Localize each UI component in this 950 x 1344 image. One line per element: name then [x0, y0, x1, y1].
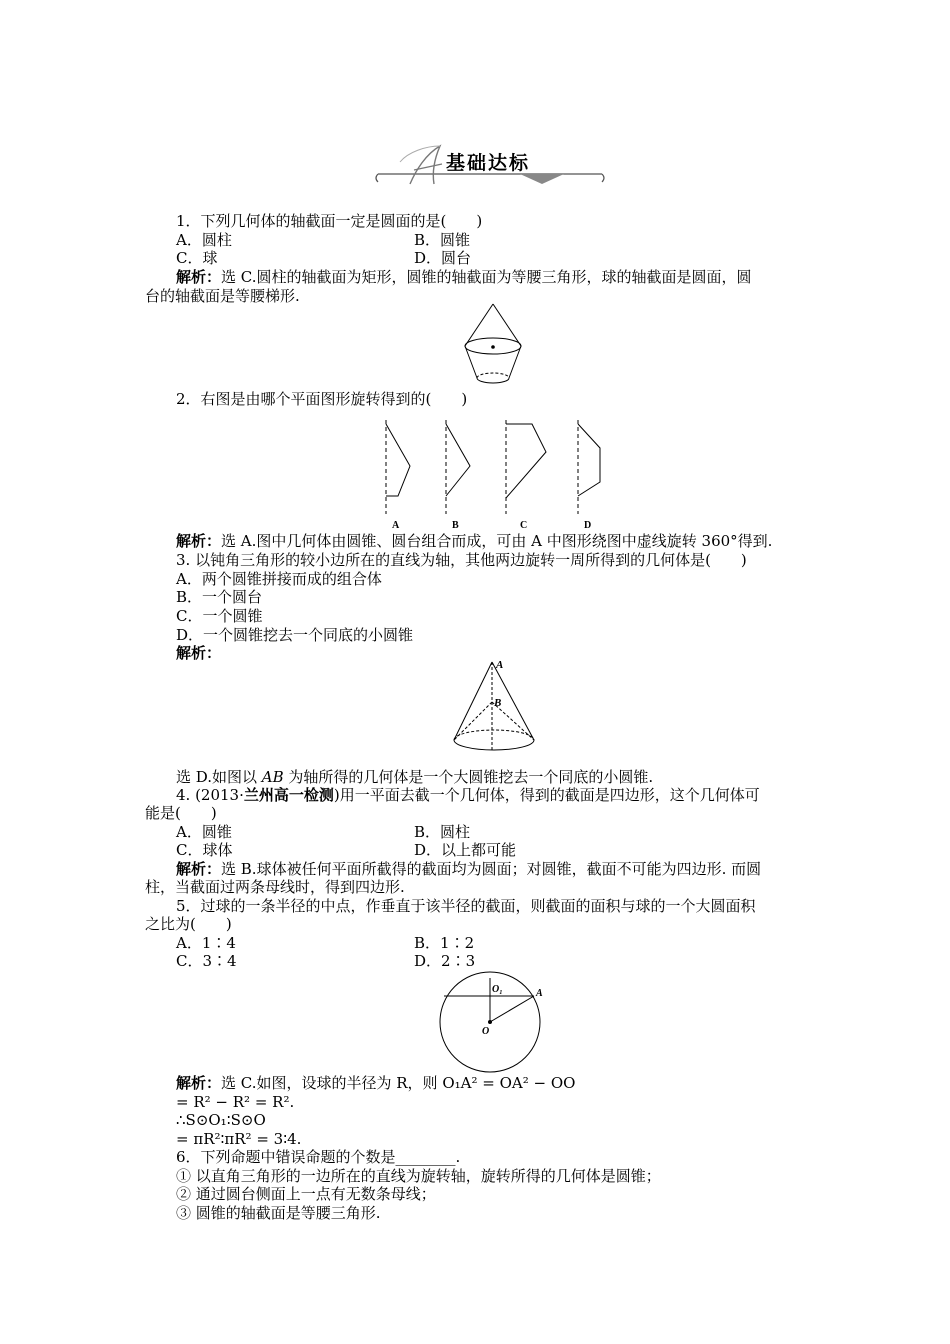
- q3-option-c: C．一个圆锥: [176, 607, 263, 625]
- q4-stem-source: 兰州高一检测: [243, 786, 334, 804]
- q6-item-2: ② 通过圆台侧面上一点有无数条母线；: [176, 1185, 436, 1203]
- q4-answer-text-cont: 柱，当截面过两条母线时，得到四边形.: [145, 878, 405, 896]
- q4-option-d: D．以上都可能: [414, 841, 517, 859]
- q3-stem: 3. 以钝角三角形的较小边所在的直线为轴，其他两边旋转一周所得到的几何体是( ): [176, 551, 747, 569]
- q5-fig-label-o: O: [482, 1026, 490, 1037]
- q5-fig-label-o1: O₁: [492, 984, 503, 995]
- q5-fig-label-a: A: [536, 988, 543, 999]
- q4-answer-label: 解析：: [176, 860, 222, 878]
- q1-answer-text: 选 C.圆柱的轴截面为矩形，圆锥的轴截面为等腰三角形，球的轴截面是圆面，圆: [221, 268, 752, 286]
- q3-fig-label-a: A: [496, 659, 504, 671]
- q4-option-b: B．圆柱: [414, 823, 471, 841]
- q2-answer-label: 解析：: [176, 532, 222, 550]
- q5-answer-text: 选 C.如图，设球的半径为 R，则 O₁A² = OA² − OO: [221, 1074, 576, 1092]
- q3-option-a: A．两个圆锥拼接而成的组合体: [176, 570, 382, 588]
- q5-option-b: B．1∶2: [414, 934, 475, 952]
- q2-stem: 2．右图是由哪个平面图形旋转得到的( ): [176, 390, 468, 408]
- q5-stem: 5．过球的一条半径的中点，作垂直于该半径的截面，则截面的面积与球的一个大圆面积: [176, 897, 756, 915]
- q3-answer-label: 解析：: [176, 644, 222, 662]
- q4-stem-post: )用一平面去截一个几何体，得到的截面是四边形，这个几何体可: [333, 786, 760, 804]
- q5-option-c: C．3∶4: [176, 952, 237, 970]
- q6-item-1: ① 以直角三角形的一边所在的直线为旋转轴，旋转所得的几何体是圆锥；: [176, 1167, 661, 1185]
- q3-answer-post: 为轴所得的几何体是一个大圆锥挖去一个同底的小圆锥.: [283, 768, 654, 786]
- section-title: 基础达标: [446, 152, 531, 174]
- q5-option-a: A．1∶4: [176, 934, 236, 952]
- q6-stem: 6．下列命题中错误命题的个数是________.: [176, 1148, 461, 1166]
- q3-answer-text: [176, 768, 653, 787]
- q2-options-figure: [370, 416, 630, 534]
- q3-fig-label-b: B: [494, 697, 502, 709]
- q5-answer-line4: = πR²∶πR² = 3∶4.: [176, 1130, 302, 1148]
- q3-option-d: D．一个圆锥挖去一个同底的小圆锥: [176, 626, 414, 644]
- q4-stem-cont: 能是( ): [145, 804, 217, 822]
- q1-option-a: A．圆柱: [176, 231, 232, 249]
- q2-answer-text: 选 A.图中几何体由圆锥、圆台组合而成，可由 A 中图形绕图中虚线旋转 360°得到.: [221, 532, 773, 550]
- q2-fig-label-d: D: [584, 520, 592, 531]
- q3-cone-figure: [446, 656, 546, 768]
- q3-option-b: B．一个圆台: [176, 588, 263, 606]
- q4-answer-text: 选 B.球体被任何平面所截得的截面均为圆面；对圆锥，截面不可能为四边形. 而圆: [221, 860, 762, 878]
- q2-fig-label-a: A: [392, 520, 400, 531]
- q1-option-b: B．圆锥: [414, 231, 471, 249]
- q1-option-c: C．球: [176, 249, 218, 267]
- q1-answer-text-cont: 台的轴截面是等腰梯形.: [145, 287, 300, 305]
- q1-stem: 1．下列几何体的轴截面一定是圆面的是( ): [176, 212, 483, 230]
- q4-stem-pre: 4. (2013·: [176, 786, 244, 804]
- q3-answer-ab: AB: [261, 768, 284, 786]
- q5-answer-line2: = R² − R² = R².: [176, 1093, 295, 1111]
- q2-fig-label-c: C: [520, 520, 528, 531]
- q2-fig-label-b: B: [452, 520, 459, 531]
- q5-answer-label: 解析：: [176, 1074, 222, 1092]
- q1-answer-label: 解析：: [176, 268, 222, 286]
- q5-answer-line3: ∴S⊙O₁∶S⊙O: [176, 1111, 266, 1129]
- q6-item-3: ③ 圆锥的轴截面是等腰三角形.: [176, 1204, 381, 1222]
- q5-sphere-figure: [432, 970, 556, 1078]
- q3-answer-pre: 选 D.如图以: [176, 768, 262, 786]
- q2-solid-figure: [455, 300, 535, 388]
- q4-option-a: A．圆锥: [176, 823, 232, 841]
- q4-stem: [176, 786, 760, 805]
- q5-option-d: D．2∶3: [414, 952, 476, 970]
- q4-option-c: C．球体: [176, 841, 233, 859]
- q5-stem-cont: 之比为( ): [145, 915, 232, 933]
- q1-option-d: D．圆台: [414, 249, 472, 267]
